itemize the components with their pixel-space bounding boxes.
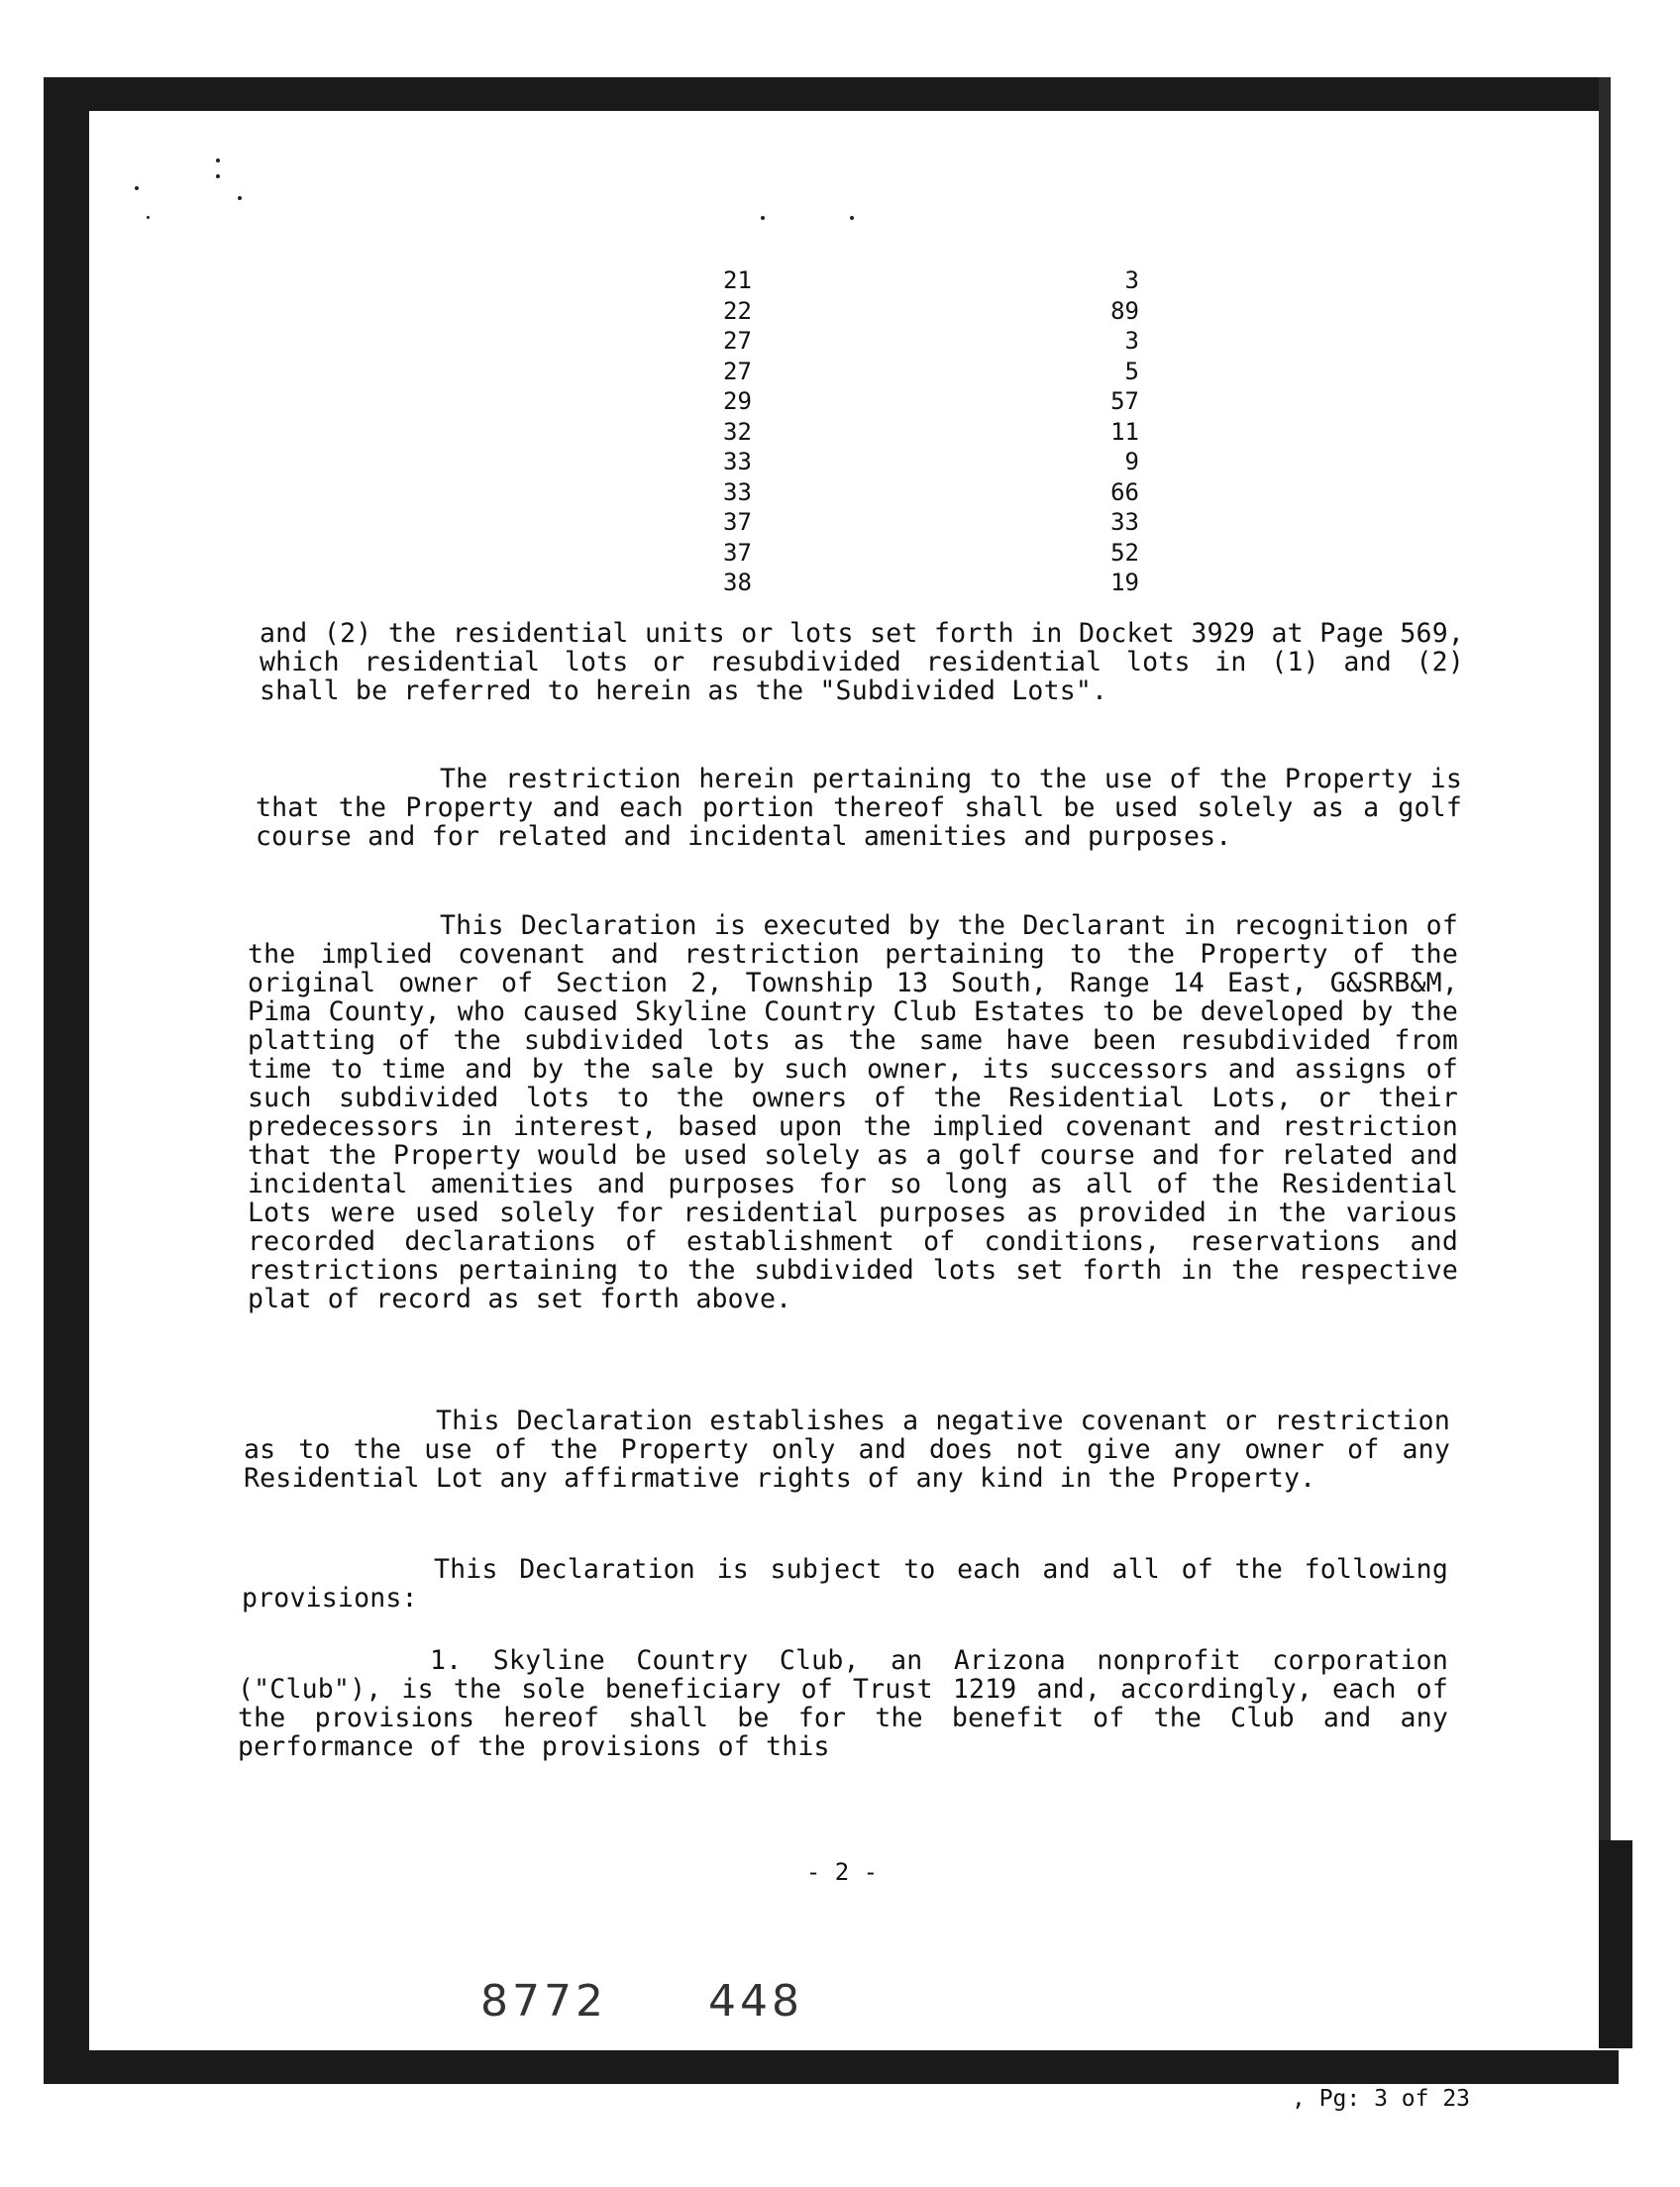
- page-number: - 2 -: [805, 1858, 879, 1886]
- scan-border-right-lower: [1599, 1840, 1632, 2048]
- paragraph-subdivided-lots: and (2) the residential units or lots set forth in Docket 3929 at Page 569, which residential lots or resubdivided residential lots in (1) and (2) shall be referred to herein as the "Subdivided Lots".: [260, 618, 1464, 706]
- table-row: [723, 477, 1139, 508]
- table-cell: 3: [1124, 266, 1139, 294]
- table-cell: 9: [1124, 448, 1139, 475]
- scan-speck: [147, 216, 150, 219]
- paragraph-provisions-intro: This Declaration is subject to each and all of the following provisions:: [242, 1554, 1448, 1614]
- table-cell: 3: [1124, 327, 1139, 355]
- table-row: [723, 386, 1139, 417]
- table-cell: 57: [1110, 387, 1139, 415]
- scan-speck: [216, 174, 220, 178]
- table-cell: 11: [1110, 417, 1139, 446]
- table-row: [723, 507, 1139, 538]
- table-row: [723, 568, 1139, 598]
- table-cell: 38: [723, 569, 752, 596]
- lot-table: [723, 265, 1139, 598]
- table-row: [723, 417, 1139, 448]
- table-cell: 22: [723, 296, 752, 325]
- scan-border-top: [44, 77, 1611, 111]
- table-row: [723, 357, 1139, 387]
- paragraph-implied-covenant: This Declaration is executed by the Declarant in recognition of the implied covenant and restriction pertaining to the Property of the original owner of Section 2, Township 13 South, Range 14 East, G&SRB&M, Pima County, who caused Skyline Country Club Estates to be developed by the platting of the subdivided lots as the same have been resubdivided from time to time and by the sale by such owner, its successors and assigns of such subdivided lots to the owners of the Residential Lots, or their predecessors in interest, based upon the implied covenant and restriction that the Property would be used solely as a golf course and for related and incidental amenities and purposes for so long as all of the Residential Lots were used solely for residential purposes as provided in the various recorded declarations of establishment of conditions, reservations and restrictions pertaining to the subdivided lots set forth in the respective plat of record as set forth above.: [248, 910, 1458, 1314]
- table-cell: 33: [723, 448, 752, 475]
- table-cell: 29: [723, 387, 752, 415]
- scan-speck: [135, 186, 139, 190]
- scan-border-bottom: [44, 2050, 1619, 2084]
- scan-speck: [850, 216, 854, 220]
- scan-speck: [761, 216, 765, 220]
- table-cell: 37: [723, 508, 752, 536]
- docket-page: 448: [708, 1976, 803, 2027]
- table-row: [723, 265, 1139, 296]
- paragraph-negative-covenant: This Declaration establishes a negative covenant or restriction as to the use of the Property only and does not give any owner of any Residential Lot any affirmative rights of any kind in the Property.: [244, 1406, 1450, 1494]
- table-cell: 37: [723, 538, 752, 567]
- table-cell: 89: [1110, 296, 1139, 325]
- table-cell: 27: [723, 327, 752, 355]
- scan-speck: [238, 196, 242, 200]
- table-cell: 21: [723, 266, 752, 294]
- table-row: [723, 538, 1139, 569]
- table-cell: 66: [1110, 477, 1139, 506]
- table-cell: 27: [723, 357, 752, 385]
- table-cell: 52: [1110, 538, 1139, 567]
- table-row: [723, 326, 1139, 357]
- scan-speck: [216, 158, 220, 162]
- docket-number: 8772: [480, 1976, 607, 2027]
- table-row: [723, 447, 1139, 477]
- table-row: [723, 296, 1139, 327]
- table-cell: 32: [723, 417, 752, 446]
- paragraph-use-restriction: The restriction herein pertaining to the use of the Property is that the Property and each portion thereof shall be used solely as a golf course and for related and incidental amenities and purposes.: [256, 764, 1462, 852]
- page-count-footer: , Pg: 3 of 23: [1288, 2086, 1474, 2112]
- table-cell: 5: [1124, 357, 1139, 385]
- table-cell: 33: [1110, 508, 1139, 536]
- table-cell: 33: [723, 477, 752, 506]
- scan-border-left: [44, 77, 89, 2076]
- scan-border-right: [1599, 77, 1611, 1840]
- table-cell: 19: [1110, 569, 1139, 596]
- paragraph-provision-1: 1. Skyline Country Club, an Arizona nonprofit corporation ("Club"), is the sole beneficiary of Trust 1219 and, accordingly, each of the provisions hereof shall be for the benefit of the Club and any performance of the provisions of this: [238, 1645, 1448, 1762]
